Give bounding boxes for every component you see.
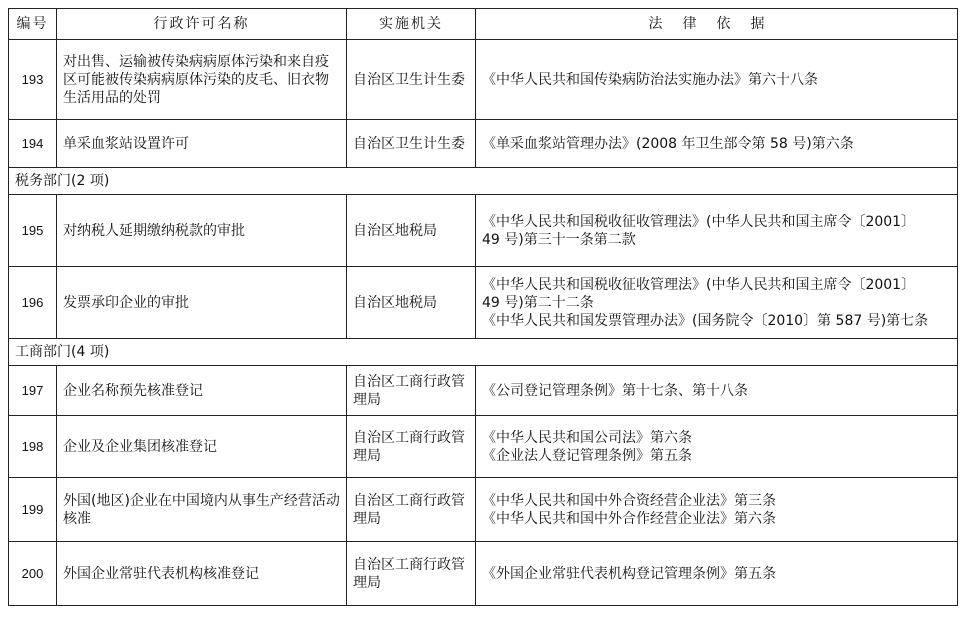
law-line: 《中华人民共和国发票管理办法》(国务院令〔2010〕第 587 号)第七条 bbox=[482, 312, 929, 329]
row-agency: 自治区工商行政管理局 bbox=[347, 478, 476, 542]
law-line: 《公司登记管理条例》第十七条、第十八条 bbox=[482, 382, 748, 399]
row-law bbox=[476, 195, 958, 267]
row-agency: 自治区工商行政管理局 bbox=[347, 366, 476, 416]
row-name: 企业及企业集团核准登记 bbox=[57, 416, 347, 478]
row-num: 199 bbox=[9, 478, 57, 542]
row-law bbox=[476, 366, 958, 416]
header-agency: 实施机关 bbox=[347, 9, 476, 40]
law-line: 49 号)第三十一条第二款 bbox=[482, 231, 636, 248]
law-line: 《外国企业常驻代表机构登记管理条例》第五条 bbox=[482, 565, 776, 582]
row-name: 单采血浆站设置许可 bbox=[57, 120, 347, 168]
row-name: 企业名称预先核准登记 bbox=[57, 366, 347, 416]
table-row bbox=[9, 416, 958, 478]
law-line: 《中华人民共和国传染病防治法实施办法》第六十八条 bbox=[482, 71, 818, 88]
row-num: 198 bbox=[9, 416, 57, 478]
row-name: 发票承印企业的审批 bbox=[57, 267, 347, 339]
row-name: 对出售、运输被传染病病原体污染和来自疫区可能被传染病病原体污染的皮毛、旧衣物生活用品的处罚 bbox=[57, 40, 347, 120]
row-law bbox=[476, 416, 958, 478]
section-row bbox=[9, 168, 958, 195]
row-law bbox=[476, 542, 958, 606]
row-agency: 自治区地税局 bbox=[347, 267, 476, 339]
row-agency: 自治区地税局 bbox=[347, 195, 476, 267]
table-row bbox=[9, 40, 958, 120]
table-row bbox=[9, 478, 958, 542]
row-name: 外国企业常驻代表机构核准登记 bbox=[57, 542, 347, 606]
row-law bbox=[476, 120, 958, 168]
row-agency: 自治区工商行政管理局 bbox=[347, 542, 476, 606]
law-line: 《中华人民共和国税收征收管理法》(中华人民共和国主席令〔2001〕 bbox=[482, 276, 916, 293]
section-title-tax: 税务部门(2 项) bbox=[9, 168, 958, 195]
section-title-ic: 工商部门(4 项) bbox=[9, 339, 958, 366]
row-num: 195 bbox=[9, 195, 57, 267]
header-law: 法律依据 bbox=[476, 9, 958, 40]
law-line: 《企业法人登记管理条例》第五条 bbox=[482, 447, 692, 464]
row-name: 外国(地区)企业在中国境内从事生产经营活动核准 bbox=[57, 478, 347, 542]
row-agency: 自治区卫生计生委 bbox=[347, 120, 476, 168]
table-row bbox=[9, 542, 958, 606]
table-row bbox=[9, 267, 958, 339]
law-line: 《中华人民共和国税收征收管理法》(中华人民共和国主席令〔2001〕 bbox=[482, 213, 916, 230]
row-name: 对纳税人延期缴纳税款的审批 bbox=[57, 195, 347, 267]
section-row bbox=[9, 339, 958, 366]
row-num: 193 bbox=[9, 40, 57, 120]
row-law bbox=[476, 267, 958, 339]
row-agency: 自治区工商行政管理局 bbox=[347, 416, 476, 478]
header-row bbox=[9, 9, 958, 40]
row-num: 194 bbox=[9, 120, 57, 168]
law-line: 49 号)第二十二条 bbox=[482, 294, 594, 311]
law-line: 《中华人民共和国公司法》第六条 bbox=[482, 429, 692, 446]
row-law bbox=[476, 478, 958, 542]
row-num: 196 bbox=[9, 267, 57, 339]
row-law bbox=[476, 40, 958, 120]
header-name: 行政许可名称 bbox=[57, 9, 347, 40]
row-num: 200 bbox=[9, 542, 57, 606]
law-line: 《单采血浆站管理办法》(2008 年卫生部令第 58 号)第六条 bbox=[482, 135, 854, 152]
header-num: 编号 bbox=[9, 9, 57, 40]
table-row bbox=[9, 120, 958, 168]
law-line: 《中华人民共和国中外合作经营企业法》第六条 bbox=[482, 510, 776, 527]
law-line: 《中华人民共和国中外合资经营企业法》第三条 bbox=[482, 492, 776, 509]
row-num: 197 bbox=[9, 366, 57, 416]
table-row bbox=[9, 366, 958, 416]
permit-table bbox=[8, 8, 958, 606]
row-agency: 自治区卫生计生委 bbox=[347, 40, 476, 120]
table-row bbox=[9, 195, 958, 267]
